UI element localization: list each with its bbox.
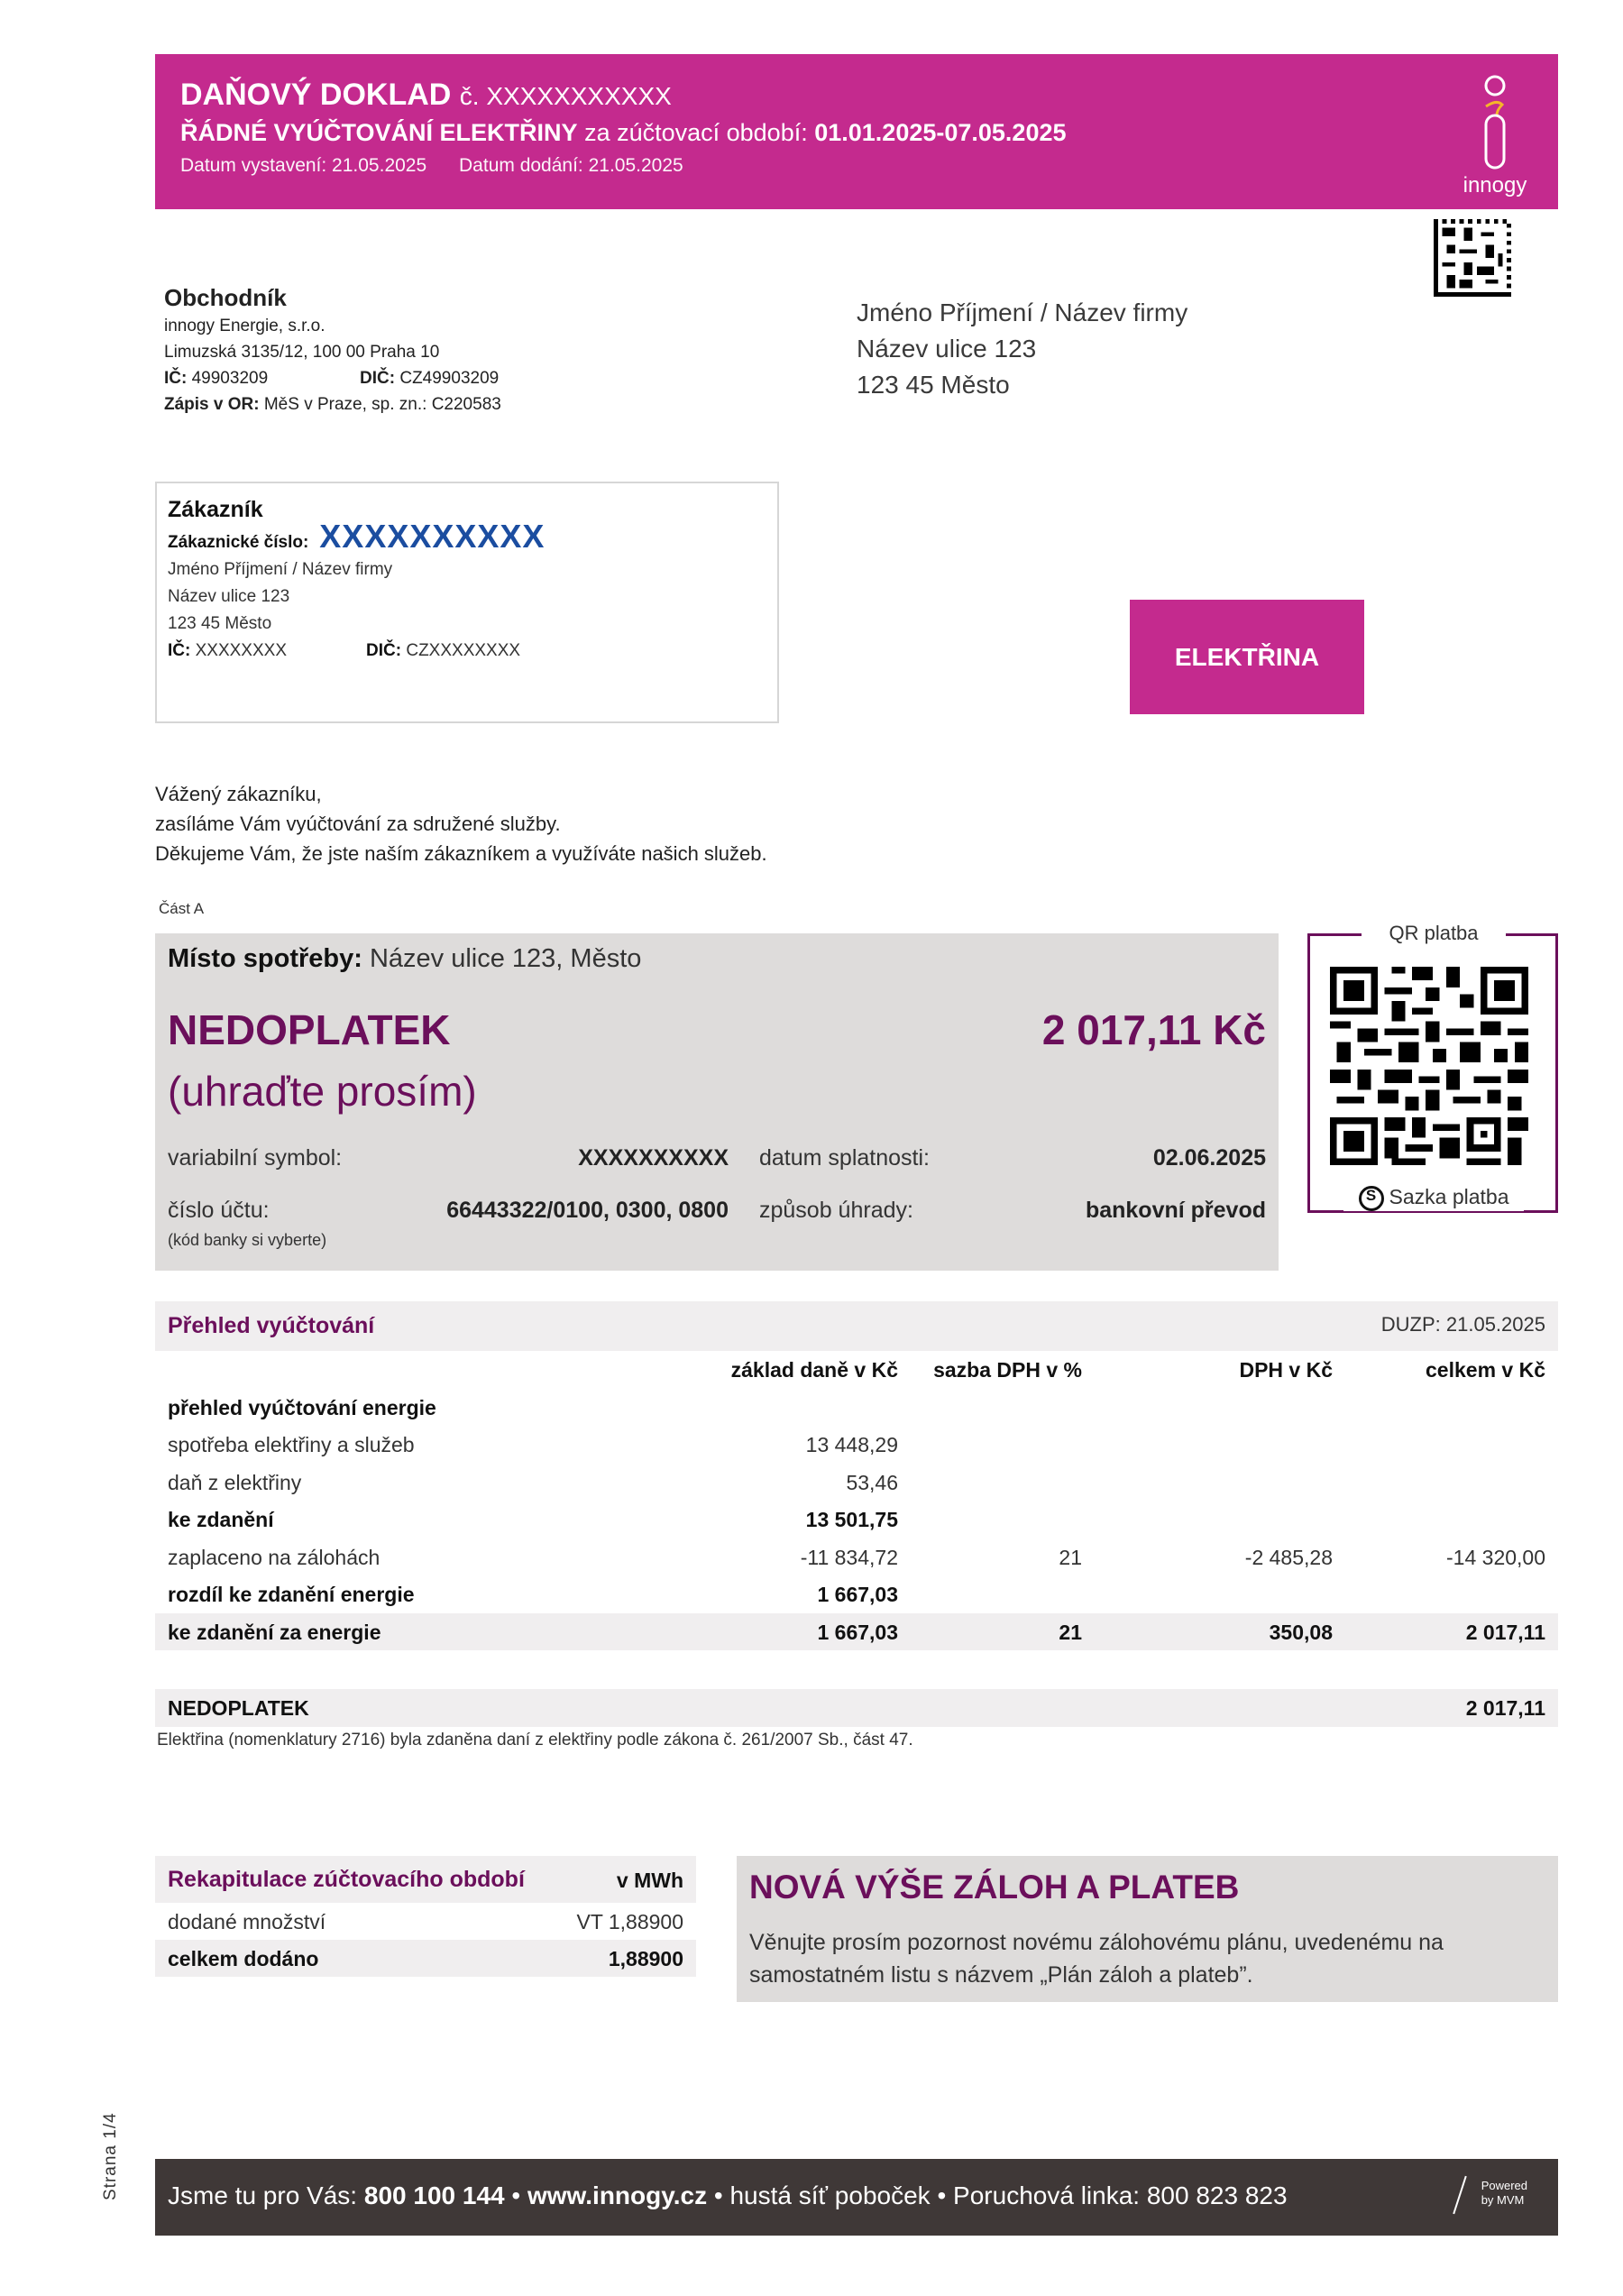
table-row: rozdíl ke zdanění energie 1 667,03 bbox=[168, 1583, 898, 1606]
document-header bbox=[155, 54, 1558, 209]
table-row: daň z elektřiny 53,46 bbox=[168, 1470, 898, 1494]
mvm-slash-icon bbox=[1453, 2176, 1466, 2214]
datamatrix-icon bbox=[1434, 219, 1511, 297]
overview-title: Přehled vyúčtování bbox=[168, 1313, 375, 1338]
footer-contact-text: Jsme tu pro Vás: 800 100 144 • www.innogy.cz • hustá síť poboček • Poruchová linka: 800 823 823 bbox=[168, 2181, 1288, 2209]
balance-status: NEDOPLATEK bbox=[168, 1006, 451, 1053]
page-indicator: Strana 1/4 bbox=[101, 2112, 120, 2200]
consumption-place: Místo spotřeby: Název ulice 123, Město bbox=[168, 944, 642, 973]
table-header-row bbox=[155, 1351, 1558, 1389]
merchant-register: Zápis v OR: MěS v Praze, sp. zn.: C220583 bbox=[164, 395, 501, 414]
billing-period: ŘÁDNÉ VYÚČTOVÁNÍ ELEKTŘINY za zúčtovací období: 01.01.2025-07.05.2025 bbox=[180, 119, 1067, 146]
recap-header: Rekapitulace zúčtovacího období v MWh bbox=[155, 1856, 696, 1903]
notice-title: NOVÁ VÝŠE ZÁLOH A PLATEB bbox=[749, 1869, 1240, 1906]
sazka-logo-icon bbox=[1359, 1186, 1384, 1211]
qr-payment-code[interactable] bbox=[1330, 967, 1528, 1165]
footer-hotline: Poruchová linka: 800 823 823 bbox=[953, 2181, 1288, 2209]
customer-ids: IČ: XXXXXXXX DIČ: CZXXXXXXXX bbox=[168, 641, 521, 660]
method-label: způsob úhrady: bbox=[759, 1198, 913, 1223]
issue-date: Datum vystavení: 21.05.2025 bbox=[180, 155, 427, 176]
overview-duzp: DUZP: 21.05.2025 bbox=[1380, 1313, 1545, 1336]
col-total: celkem v Kč bbox=[1426, 1358, 1545, 1382]
notice-text: Věnujte prosím pozornost novému zálohovému plánu, uvedenému na samostatném listu s názvem „Plán záloh a plateb”. bbox=[749, 1930, 1444, 1988]
due-label: datum splatnosti: bbox=[759, 1145, 930, 1171]
table-row-highlight: ke zdanění za energie 1 667,03 21 350,08 2 017,11 bbox=[155, 1613, 1558, 1651]
delivery-date: Datum dodání: 21.05.2025 bbox=[459, 155, 683, 176]
recap-row-total: celkem dodáno 1,88900 bbox=[155, 1940, 696, 1977]
greeting-text: Vážený zákazníku, zasíláme Vám vyúčtování za sdružené služby. Děkujeme Vám, že jste naším zákazníkem a využíváte našich služeb. bbox=[155, 783, 767, 865]
commodity-badge: ELEKTŘINA bbox=[1130, 600, 1364, 714]
recap-row: dodané množství VT 1,88900 bbox=[168, 1910, 683, 1933]
account-note: (kód banky si vyberte) bbox=[168, 1231, 327, 1249]
doc-number: č. XXXXXXXXXXX bbox=[459, 82, 672, 110]
qr-code-icon bbox=[1330, 967, 1528, 1165]
table-row: přehled vyúčtování energie bbox=[168, 1395, 436, 1419]
merchant-ids: IČ: 49903209 DIČ: CZ49903209 bbox=[164, 369, 500, 388]
overview-table bbox=[155, 1351, 1558, 1650]
method-value: bankovní převod bbox=[1085, 1198, 1266, 1223]
vs-label: variabilní symbol: bbox=[168, 1145, 343, 1171]
qr-title: QR platba bbox=[1362, 922, 1506, 945]
datamatrix-code bbox=[1434, 219, 1511, 297]
vs-value: XXXXXXXXXX bbox=[578, 1145, 729, 1171]
col-base: základ daně v Kč bbox=[730, 1358, 898, 1382]
doc-dates bbox=[180, 155, 683, 177]
tax-note: Elektřina (nomenklatury 2716) byla zdaněna daní z elektřiny podle zákona č. 261/2007 Sb., část 47. bbox=[157, 1731, 913, 1750]
customer-box bbox=[155, 482, 779, 723]
new-advances-notice bbox=[737, 1856, 1558, 2002]
innogy-logo: innogy bbox=[1450, 72, 1540, 198]
account-label: číslo účtu: bbox=[168, 1198, 270, 1223]
balance-summary-row: NEDOPLATEK 2 017,11 bbox=[155, 1689, 1558, 1727]
powered-by-mvm: Powered by MVM bbox=[1481, 2179, 1527, 2207]
merchant-address: Limuzská 3135/12, 100 00 Praha 10 bbox=[164, 343, 440, 362]
table-row: ke zdanění 13 501,75 bbox=[168, 1508, 898, 1531]
customer-title: Zákazník bbox=[168, 497, 263, 522]
col-vat: DPH v Kč bbox=[1239, 1358, 1333, 1382]
table-row: zaplaceno na zálohách -11 834,72 21 -2 485,28 -14 320,00 bbox=[168, 1545, 1545, 1569]
footer-phone[interactable]: 800 100 144 bbox=[363, 2181, 505, 2209]
contact-footer bbox=[155, 2159, 1558, 2236]
merchant-title: Obchodník bbox=[164, 284, 287, 311]
balance-substatus: (uhraďte prosím) bbox=[168, 1068, 477, 1115]
section-label: Část A bbox=[159, 900, 205, 917]
customer-number: Zákaznické číslo: XXXXXXXXXX bbox=[168, 518, 546, 555]
footer-web-link[interactable]: www.innogy.cz bbox=[527, 2181, 708, 2209]
customer-city: 123 45 Město bbox=[168, 614, 272, 633]
balance-amount: 2 017,11 Kč bbox=[1041, 1006, 1266, 1053]
customer-street: Název ulice 123 bbox=[168, 587, 290, 606]
innogy-logo-icon bbox=[1450, 72, 1540, 171]
recap-table bbox=[155, 1856, 696, 1977]
col-rate: sazba DPH v % bbox=[933, 1358, 1082, 1382]
overview-header bbox=[155, 1301, 1558, 1351]
sazka-payment-label: SSazka platba bbox=[1343, 1185, 1524, 1211]
account-value: 66443322/0100, 0300, 0800 bbox=[446, 1198, 729, 1223]
recipient-address: Jméno Příjmení / Název firmy Název ulice 123 123 45 Město bbox=[857, 298, 1188, 399]
merchant-name: innogy Energie, s.r.o. bbox=[164, 317, 326, 335]
payment-panel bbox=[155, 933, 1279, 1271]
due-value: 02.06.2025 bbox=[1152, 1145, 1266, 1171]
merchant-block bbox=[164, 282, 501, 418]
customer-name: Jméno Příjmení / Název firmy bbox=[168, 560, 393, 579]
doc-title: DAŇOVÝ DOKLAD č. XXXXXXXXXXX bbox=[180, 78, 672, 112]
table-row: spotřeba elektřiny a služeb 13 448,29 bbox=[168, 1433, 898, 1456]
